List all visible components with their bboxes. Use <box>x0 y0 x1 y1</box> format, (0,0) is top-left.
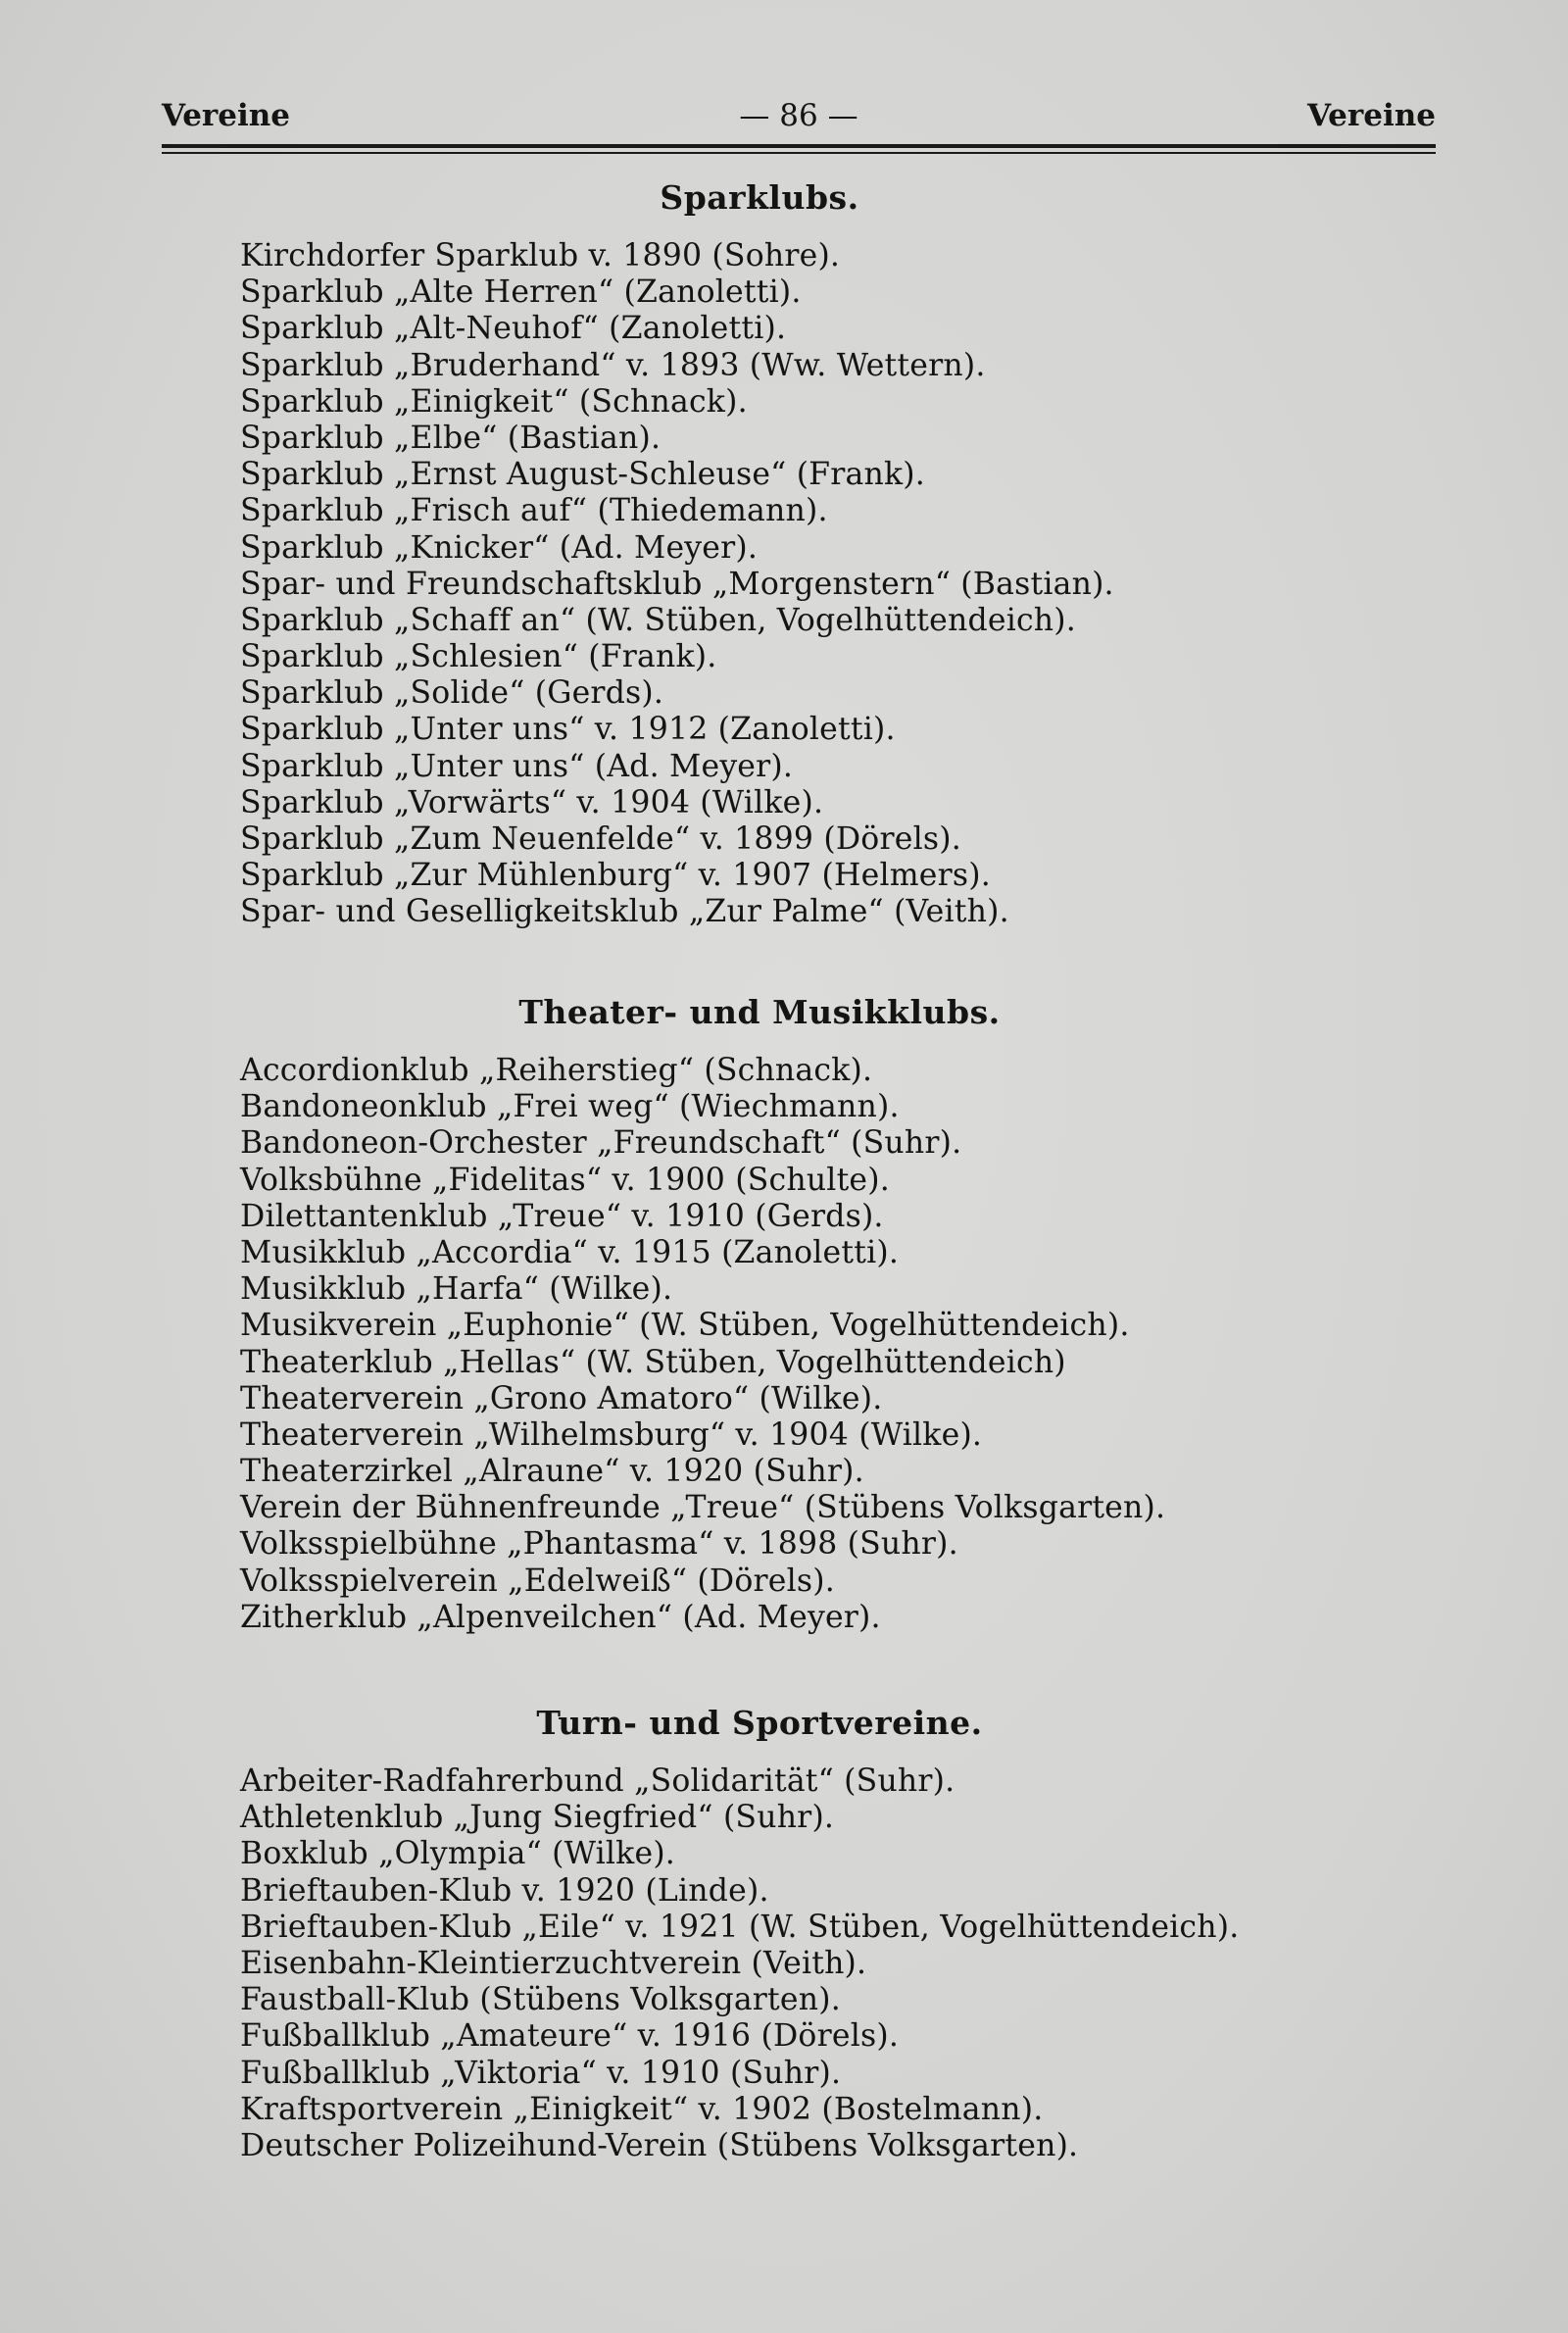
list-item: Sparklub „Unter uns“ (Ad. Meyer). <box>240 748 794 784</box>
running-head-right: Vereine <box>1306 98 1436 133</box>
list-item: Athletenklub „Jung Siegfried“ (Suhr). <box>240 1800 835 1836</box>
list-item: Kraftsportverein „Einigkeit“ v. 1902 (Bostelmann). <box>240 2091 1044 2127</box>
list-item: Faustball-Klub (Stübens Volksgarten). <box>240 1982 841 2018</box>
page-number: — 86 — <box>739 98 858 133</box>
list-item: Sparklub „Elbe“ (Bastian). <box>240 420 662 456</box>
list-item: Sparklub „Schaff an“ (W. Stüben, Vogelhüttendeich). <box>240 602 1076 638</box>
list-item: Spar- und Geselligkeitsklub „Zur Palme“ (Veith). <box>240 894 1009 930</box>
list-item: Volksspielbühne „Phantasma“ v. 1898 (Suhr). <box>240 1526 958 1563</box>
list-item: Sparklub „Alte Herren“ (Zanoletti). <box>240 274 802 311</box>
entry-list <box>240 238 1416 931</box>
section-title: Sparklubs. <box>660 178 859 217</box>
section-title: Turn- und Sportvereine. <box>536 1704 983 1742</box>
list-item: Musikklub „Harfa“ (Wilke). <box>240 1271 673 1308</box>
list-item: Theaterklub „Hellas“ (W. Stüben, Vogelhüttendeich) <box>240 1344 1066 1380</box>
list-item: Deutscher Polizeihund-Verein (Stübens Volksgarten). <box>240 2127 1079 2163</box>
list-item: Sparklub „Vorwärts“ v. 1904 (Wilke). <box>240 784 824 820</box>
list-item: Spar- und Freundschaftsklub „Morgenstern“ (Bastian). <box>240 566 1114 602</box>
list-item: Fußballklub „Amateure“ v. 1916 (Dörels). <box>240 2018 900 2055</box>
list-item: Bandoneonklub „Frei weg“ (Wiechmann). <box>240 1089 900 1125</box>
list-item: Sparklub „Solide“ (Gerds). <box>240 675 664 712</box>
list-item: Volksbühne „Fidelitas“ v. 1900 (Schulte). <box>240 1162 890 1198</box>
list-item: Zitherklub „Alpenveilchen“ (Ad. Meyer). <box>240 1599 881 1635</box>
list-item: Theaterzirkel „Alraune“ v. 1920 (Suhr). <box>240 1454 864 1490</box>
list-item: Dilettantenklub „Treue“ v. 1910 (Gerds). <box>240 1198 884 1234</box>
list-item: Sparklub „Knicker“ (Ad. Meyer). <box>240 529 759 566</box>
header-rule-thick <box>162 144 1436 148</box>
list-item: Brieftauben-Klub „Eile“ v. 1921 (W. Stüben, Vogelhüttendeich). <box>240 1909 1240 1945</box>
list-item: Sparklub „Unter uns“ v. 1912 (Zanoletti). <box>240 712 896 748</box>
list-item: Fußballklub „Viktoria“ v. 1910 (Suhr). <box>240 2055 842 2091</box>
running-head <box>162 98 1436 141</box>
section-sparklubs <box>240 178 1416 931</box>
list-item: Boxklub „Olympia“ (Wilke). <box>240 1836 676 1872</box>
section-theater-musikklubs <box>240 993 1416 1636</box>
list-item: Theaterverein „Grono Amatoro“ (Wilke). <box>240 1380 883 1416</box>
section-turn-sportvereine <box>240 1704 1416 2164</box>
list-item: Brieftauben-Klub v. 1920 (Linde). <box>240 1872 769 1909</box>
list-item: Musikklub „Accordia“ v. 1915 (Zanoletti). <box>240 1234 900 1270</box>
list-item: Sparklub „Zur Mühlenburg“ v. 1907 (Helmers). <box>240 858 991 894</box>
list-item: Volksspielverein „Edelweiß“ (Dörels). <box>240 1563 835 1599</box>
list-item: Sparklub „Bruderhand“ v. 1893 (Ww. Wettern). <box>240 347 986 383</box>
list-item: Eisenbahn-Kleintierzuchtverein (Veith). <box>240 1945 867 1981</box>
list-item: Theaterverein „Wilhelmsburg“ v. 1904 (Wilke). <box>240 1416 983 1453</box>
entry-list <box>240 1053 1416 1636</box>
list-item: Sparklub „Einigkeit“ (Schnack). <box>240 383 748 420</box>
entry-list <box>240 1763 1416 2164</box>
list-item: Sparklub „Zum Neuenfelde“ v. 1899 (Dörels). <box>240 821 961 857</box>
list-item: Verein der Bühnenfreunde „Treue“ (Stübens Volksgarten). <box>240 1490 1166 1526</box>
list-item: Sparklub „Schlesien“ (Frank). <box>240 639 717 675</box>
list-item: Musikverein „Euphonie“ (W. Stüben, Vogelhüttendeich). <box>240 1308 1130 1344</box>
list-item: Kirchdorfer Sparklub v. 1890 (Sohre). <box>240 238 841 273</box>
running-head-left: Vereine <box>162 98 291 133</box>
header-rule-thin <box>162 152 1436 154</box>
list-item: Bandoneon-Orchester „Freundschaft“ (Suhr). <box>240 1125 962 1162</box>
list-item: Sparklub „Frisch auf“ (Thiedemann). <box>240 493 828 529</box>
list-item: Accordionklub „Reiherstieg“ (Schnack). <box>240 1053 873 1088</box>
list-item: Sparklub „Ernst August-Schleuse“ (Frank). <box>240 457 925 493</box>
list-item: Arbeiter-Radfahrerbund „Solidarität“ (Suhr). <box>240 1763 956 1799</box>
list-item: Sparklub „Alt-Neuhof“ (Zanoletti). <box>240 311 787 347</box>
section-title: Theater- und Musikklubs. <box>518 993 1001 1031</box>
